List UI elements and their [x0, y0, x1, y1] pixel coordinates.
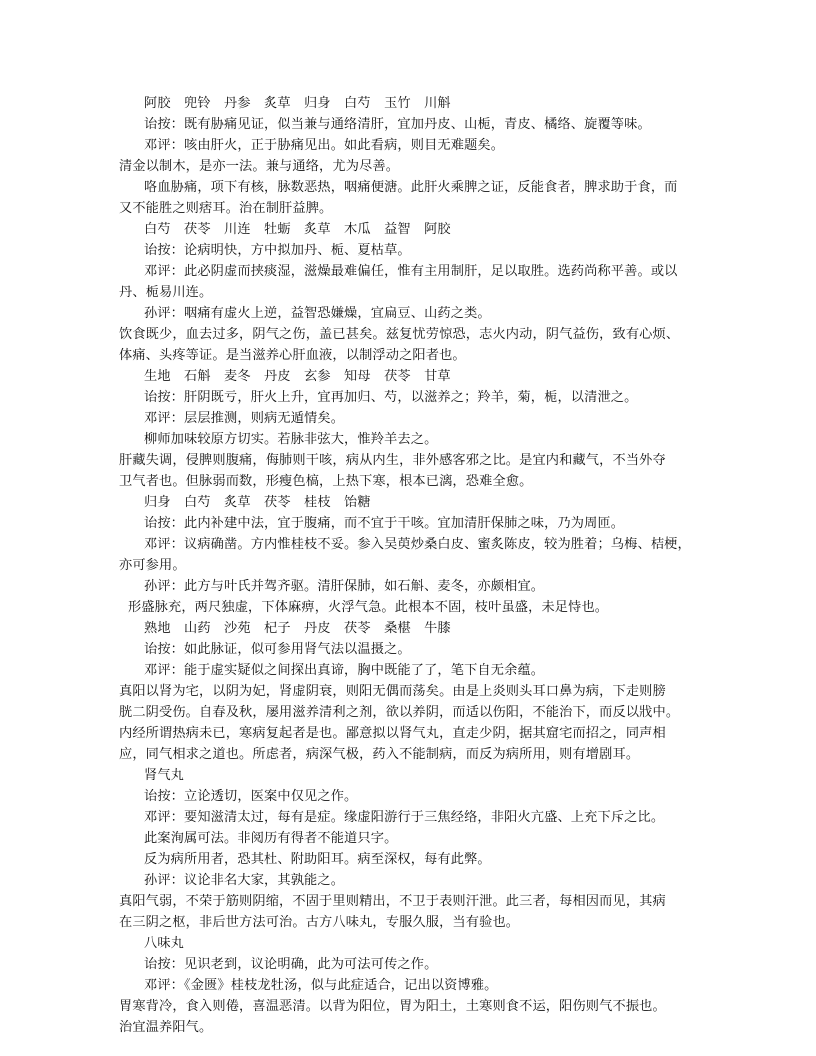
- case-text-line: 真阳气弱，不荣于筋则阴缩，不固于里则精出，不卫于表则汗泄。此三者，每相因而见，其病: [119, 894, 666, 909]
- commentary-line: 邓评：《金匮》桂枝龙牡汤，似与此症适合，记出以资博雅。: [144, 978, 498, 993]
- prescription-line: 八味丸: [144, 936, 185, 951]
- case-text-line: 胃寒背冷，食入则倦，喜温恶清。以背为阳位，胃为阳土，土寒则食不运，阳伤则气不振也。: [119, 999, 666, 1014]
- case-text-line: 应，同气相求之道也。所虑者，病深气极，药入不能制病，而反为病所用，则有增剧耳。: [119, 747, 640, 762]
- commentary-line: 亦可参用。: [119, 558, 186, 573]
- case-text-line: 咯血胁痛，项下有核，脉数恶热，咽痛便溏。此肝火乘脾之证，反能食者，脾求助于食，而: [144, 180, 678, 195]
- commentary-line: 反为病所用者，恐其杜、附助阳耳。病至深权，每有此弊。: [144, 852, 491, 867]
- case-text-line: 在三阴之枢，非后世方法可治。古方八味丸，专服久服，当有验也。: [119, 915, 520, 930]
- commentary-line: 孙评：咽痛有虚火上逆，益智恐嫌燥，宜扁豆、山药之类。: [144, 306, 491, 321]
- commentary-line: 诒按：如此脉证，似可参用肾气法以温摄之。: [144, 642, 411, 657]
- case-text-line: 肝藏失调，侵脾则腹痛，侮肺则干咳，病从内生，非外感客邪之比。是宜内和藏气，不当外夺: [119, 453, 666, 468]
- commentary-line: 清金以制木，是亦一法。兼与通络，尤为尽善。: [119, 159, 400, 174]
- prescription-line: 白芍 茯苓 川连 牡蛎 炙草 木瓜 益智 阿胶: [144, 222, 451, 237]
- commentary-line: 邓评：能于虚实疑似之间探出真谛，胸中既能了了，笔下自无余蕴。: [144, 663, 545, 678]
- case-text-line: 卫气者也。但脉弱而数，形瘦色槁，上热下寒，根本已漓，恐难全愈。: [119, 474, 533, 489]
- commentary-line: 邓评：此必阴虚而挟痰湿，滋燥最难偏任，惟有主用制肝，足以取胜。选药尚称平善。或以: [144, 264, 678, 279]
- case-text-line: 胱二阴受伤。自春及秋，屡用滋养清利之剂，欲以养阴，而适以伤阳，不能治下，而反以戕中。: [119, 705, 680, 720]
- commentary-line: 邓评：要知滋清太过，每有是症。缘虚阳游行于三焦经络，非阳火亢盛、上充下斥之比。: [144, 810, 665, 825]
- commentary-line: 诒按：立论透切，医案中仅见之作。: [144, 789, 358, 804]
- prescription-line: 归身 白芍 炙草 茯苓 桂枝 饴糖: [144, 495, 371, 510]
- commentary-line: 孙评：议论非名大家，其孰能之。: [144, 873, 345, 888]
- case-text-line: 治宜温养阳气。: [119, 1020, 213, 1035]
- commentary-line: 诒按：此内补建中法，宜于腹痛，而不宜于干咳。宜加清肝保肺之味，乃为周匝。: [144, 516, 625, 531]
- case-text-line: 真阳以肾为宅，以阴为妃，肾虚阴衰，则阳无偶而荡矣。由是上炎则头耳口鼻为病，下走则膀: [119, 684, 666, 699]
- case-text-line: 内经所谓热病未已，寒病复起者是也。鄙意拟以肾气丸，直走少阴，据其窟宅而招之，同声相: [119, 726, 666, 741]
- case-text-line: 体痛、头疼等证。是当滋养心肝血液，以制浮动之阳者也。: [119, 348, 466, 363]
- commentary-line: 邓评：议病确凿。方内惟桂枝不妥。参入吴萸炒桑白皮、蜜炙陈皮，较为胜着；乌梅、桔梗，: [144, 537, 691, 552]
- commentary-line: 柳师加味较原方切实。若脉非弦大，惟羚羊去之。: [144, 432, 438, 447]
- commentary-line: 邓评：层层推测，则病无遁情矣。: [144, 411, 345, 426]
- commentary-line: 孙评：此方与叶氏并驾齐驱。清肝保肺，如石斛、麦冬，亦颇相宜。: [144, 579, 545, 594]
- commentary-line: 邓评：咳由肝火，正于胁痛见出。如此看病，则目无难题矣。: [144, 138, 505, 153]
- commentary-line: 诒按：论病明快，方中拟加丹、栀、夏枯草。: [144, 243, 411, 258]
- case-text-line: 又不能胜之则痞耳。治在制肝益脾。: [119, 201, 333, 216]
- commentary-line: 丹、栀易川连。: [119, 285, 213, 300]
- case-text-line: 形盛脉充，两尺独虚，下体麻痹，火浮气急。此根本不固，枝叶虽盛，未足恃也。: [128, 600, 609, 615]
- prescription-line: 熟地 山药 沙苑 杞子 丹皮 茯苓 桑椹 牛膝: [144, 621, 451, 636]
- prescription-line: 肾气丸: [144, 768, 185, 783]
- case-text-line: 饮食既少，血去过多，阴气之伤，盖已甚矣。兹复忧劳惊恐，志火内动，阴气益伤，致有心烦、: [119, 327, 680, 342]
- commentary-line: 诒按：既有胁痛见证，似当兼与通络清肝，宜加丹皮、山栀，青皮、橘络、旋覆等味。: [144, 117, 651, 132]
- commentary-line: 此案洵属可法。非阅历有得者不能道只字。: [144, 831, 398, 846]
- prescription-line: 生地 石斛 麦冬 丹皮 玄参 知母 茯苓 甘草: [144, 369, 451, 384]
- commentary-line: 诒按：肝阴既亏，肝火上升，宜再加归、芍，以滋养之；羚羊，菊，栀，以清泄之。: [144, 390, 638, 405]
- prescription-line: 阿胶 兜铃 丹参 炙草 归身 白芍 玉竹 川斛: [144, 96, 451, 111]
- commentary-line: 诒按：见识老到，议论明确，此为可法可传之作。: [144, 957, 438, 972]
